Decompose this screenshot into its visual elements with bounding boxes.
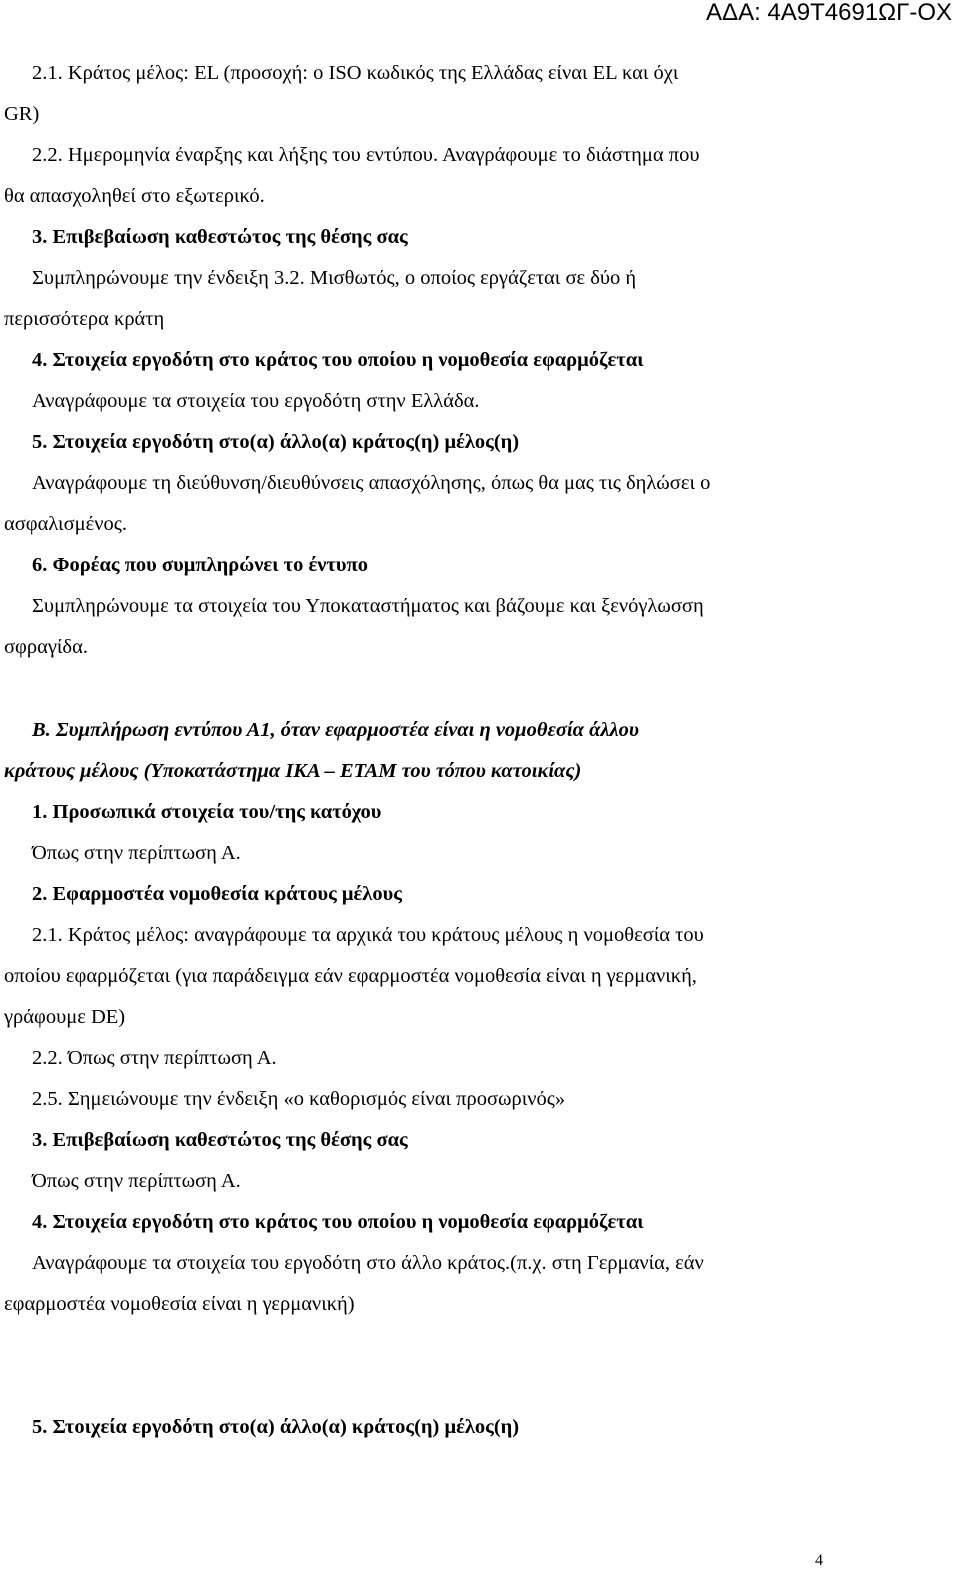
text-line: 2.1. Κράτος μέλος: αναγράφουμε τα αρχικά του κράτους μέλους η νομοθεσία του (32, 924, 704, 946)
text-line: Αναγράφουμε τη διεύθυνση/διευθύνσεις απασχόλησης, όπως θα μας τις δηλώσει ο (32, 472, 711, 494)
part-heading: Β. Συμπλήρωση εντύπου Α1, όταν εφαρμοστέα είναι η νομοθεσία άλλου (32, 719, 639, 741)
page-number: 4 (815, 1552, 823, 1569)
section-heading: 4. Στοιχεία εργοδότη στο κράτος του οποίου η νομοθεσία εφαρμόζεται (32, 1211, 644, 1233)
text-line: Όπως στην περίπτωση Α. (32, 1170, 241, 1192)
text-line: Αναγράφουμε τα στοιχεία του εργοδότη στην Ελλάδα. (32, 390, 480, 412)
part-heading: κράτους μέλους (Υποκατάστημα ΙΚΑ – ΕΤΑΜ του τόπου κατοικίας) (4, 760, 582, 782)
text-line: ασφαλισμένος. (4, 513, 127, 535)
text-line: Αναγράφουμε τα στοιχεία του εργοδότη στο άλλο κράτος.(π.χ. στη Γερμανία, εάν (32, 1252, 704, 1274)
section-heading: 6. Φορέας που συμπληρώνει το έντυπο (32, 554, 368, 576)
section-heading: 3. Επιβεβαίωση καθεστώτος της θέσης σας (32, 226, 408, 248)
text-line: GR) (4, 103, 40, 125)
text-line: γράφουμε DE) (4, 1006, 126, 1028)
text-line: Συμπληρώνουμε τα στοιχεία του Υποκαταστήματος και βάζουμε και ξενόγλωσση (32, 595, 704, 617)
text-line: 2.5. Σημειώνουμε την ένδειξη «ο καθορισμός είναι προσωρινός» (32, 1088, 566, 1110)
text-line: περισσότερα κράτη (4, 308, 165, 330)
text-line: 2.2. Ημερομηνία έναρξης και λήξης του εντύπου. Αναγράφουμε το διάστημα που (32, 144, 700, 166)
text-line: σφραγίδα. (4, 636, 88, 658)
section-heading: 5. Στοιχεία εργοδότη στο(α) άλλο(α) κράτος(η) μέλος(η) (32, 431, 520, 453)
text-line: εφαρμοστέα νομοθεσία είναι η γερμανική) (4, 1293, 355, 1315)
section-heading: 2. Εφαρμοστέα νομοθεσία κράτους μέλους (32, 883, 402, 905)
section-heading: 3. Επιβεβαίωση καθεστώτος της θέσης σας (32, 1129, 408, 1151)
text-line: 2.1. Κράτος μέλος: EL (προσοχή: ο ISO κωδικός της Ελλάδας είναι EL και όχι (32, 62, 679, 84)
section-heading: 1. Προσωπικά στοιχεία του/της κατόχου (32, 801, 382, 823)
text-line: Όπως στην περίπτωση Α. (32, 842, 241, 864)
section-heading: 4. Στοιχεία εργοδότη στο κράτος του οποίου η νομοθεσία εφαρμόζεται (32, 349, 644, 371)
text-line: Συμπληρώνουμε την ένδειξη 3.2. Μισθωτός, ο οποίος εργάζεται σε δύο ή (32, 267, 637, 289)
text-line: οποίου εφαρμόζεται (για παράδειγμα εάν εφαρμοστέα νομοθεσία είναι η γερμανική, (4, 965, 697, 987)
text-line: 2.2. Όπως στην περίπτωση Α. (32, 1047, 277, 1069)
ada-code: ΑΔΑ: 4Α9Τ4691ΩΓ-ΟΧ (706, 0, 952, 26)
text-line: θα απασχοληθεί στο εξωτερικό. (4, 185, 265, 207)
section-heading: 5. Στοιχεία εργοδότη στο(α) άλλο(α) κράτος(η) μέλος(η) (32, 1416, 520, 1438)
